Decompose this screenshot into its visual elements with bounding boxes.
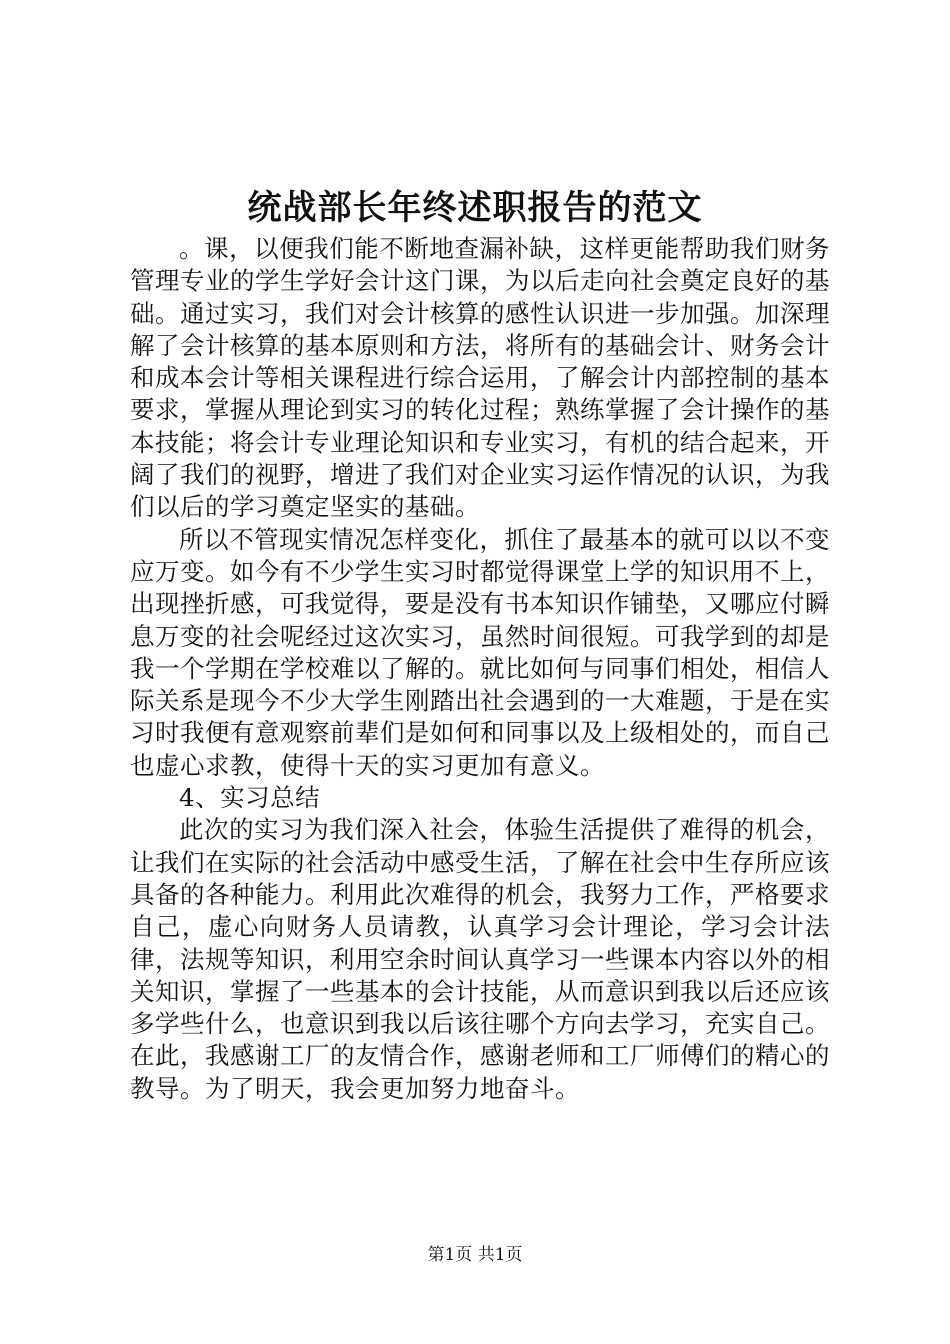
document-body [130, 233, 830, 1105]
paragraph-1: 。课，以便我们能不断地查漏补缺，这样更能帮助我们财务管理专业的学生学好会计这门课，为以后走向社会奠定良好的基础。通过实习，我们对会计核算的感性认识进一步加强。加深理解了会计核算的基本原则和方法，将所有的基础会计、财务会计和成本会计等相关课程进行综合运用，了解会计内部控制的基本要求，掌握从理论到实习的转化过程；熟练掌握了会计操作的基本技能；将会计专业理论知识和专业实习，有机的结合起来，开阔了我们的视野，增进了我们对企业实习运作情况的认识，为我们以后的学习奠定坚实的基础。 [130, 234, 830, 522]
page-footer: 第1页 共1页 [427, 1245, 523, 1265]
paragraph-3: 此次的实习为我们深入社会，体验生活提供了难得的机会，让我们在实际的社会活动中感受生活，了解在社会中生存所应该具备的各种能力。利用此次难得的机会，我努力工作，严格要求自己，虚心向财务人员请教，认真学习会计理论，学习会计法律，法规等知识，利用空余时间认真学习一些课本内容以外的相关知识，掌握了一些基本的会计技能，从而意识到我以后还应该多学些什么，也意识到我以后该往哪个方向去学习，充实自己。在此，我感谢工厂的友情合作，感谢老师和工厂师傅们的精心的教导。为了明天，我会更加努力地奋斗。 [130, 815, 830, 1103]
document-title: 统战部长年终述职报告的范文 [247, 188, 703, 228]
section-heading-summary: 4、实习总结 [179, 783, 321, 813]
paragraph-2: 所以不管现实情况怎样变化，抓住了最基本的就可以以不变应万变。如今有不少学生实习时都觉得课堂上学的知识用不上，出现挫折感，可我觉得，要是没有书本知识作铺垫，又哪应付瞬息万变的社会呢经过这次实习，虽然时间很短。可我学到的却是我一个学期在学校难以了解的。就比如何与同事们相处，相信人际关系是现今不少大学生刚踏出社会遇到的一大难题，于是在实习时我便有意观察前辈们是如何和同事以及上级相处的，而自己也虚心求教，使得十天的实习更加有意义。 [130, 524, 830, 780]
